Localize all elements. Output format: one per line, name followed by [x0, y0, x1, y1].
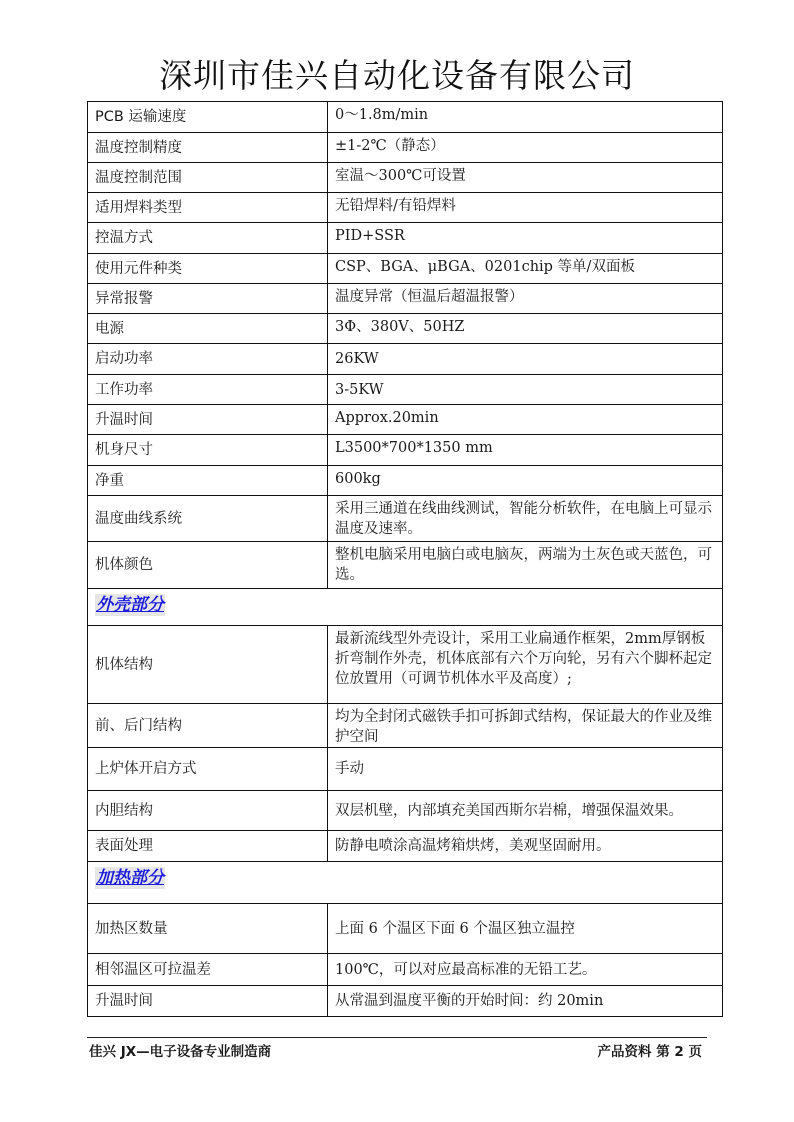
row-label: 使用元件种类	[88, 254, 328, 284]
row-label: 温度控制范围	[88, 163, 328, 193]
section-title[interactable]: 加热部分	[96, 868, 164, 888]
row-label: 控温方式	[88, 223, 328, 254]
row-value: ±1-2℃（静态）	[328, 133, 723, 163]
table-row	[88, 704, 723, 748]
row-label: 净重	[88, 466, 328, 496]
table-row	[88, 375, 723, 405]
row-value: 上面 6 个温区下面 6 个温区独立温控	[328, 904, 723, 954]
table-row	[88, 748, 723, 791]
row-label: 内胆结构	[88, 791, 328, 831]
table-row	[88, 831, 723, 862]
row-label: 温度曲线系统	[88, 496, 328, 542]
row-value: CSP、BGA、μBGA、0201chip 等单/双面板	[328, 254, 723, 284]
row-value: 防静电喷涂高温烤箱烘烤，美观坚固耐用。	[328, 831, 723, 862]
row-value: 双层机壁，内部填充美国西斯尔岩棉，增强保温效果。	[328, 791, 723, 831]
company-title: 深圳市佳兴自动化设备有限公司	[159, 56, 635, 95]
table-row	[88, 163, 723, 193]
row-value: 无铅焊料/有铅焊料	[328, 193, 723, 223]
row-value: 温度异常（恒温后超温报警）	[328, 284, 723, 314]
row-value: 26KW	[328, 344, 723, 375]
table-row	[88, 954, 723, 986]
section-header-row	[88, 589, 723, 626]
row-label: 启动功率	[88, 344, 328, 375]
row-label: 机体结构	[88, 626, 328, 704]
table-row	[88, 986, 723, 1017]
table-row	[88, 254, 723, 284]
row-label: 前、后门结构	[88, 704, 328, 748]
row-value: 室温～300℃可设置	[328, 163, 723, 193]
table-row	[88, 405, 723, 435]
section-title[interactable]: 外壳部分	[96, 595, 164, 615]
footer-company: 佳兴 JX—电子设备专业制造商	[89, 1044, 272, 1060]
footer-divider	[87, 1037, 707, 1038]
row-label: 适用焊料类型	[88, 193, 328, 223]
table-row	[88, 496, 723, 542]
row-label: 工作功率	[88, 375, 328, 405]
row-value: 整机电脑采用电脑白或电脑灰，两端为土灰色或天蓝色，可选。	[328, 542, 723, 589]
table-row	[88, 904, 723, 954]
row-value: 手动	[328, 748, 723, 791]
row-value: 0～1.8m/min	[328, 102, 723, 133]
row-label: 加热区数量	[88, 904, 328, 954]
row-label: 上炉体开启方式	[88, 748, 328, 791]
table-row	[88, 466, 723, 496]
table-row	[88, 314, 723, 344]
section-header-row	[88, 862, 723, 904]
row-value: 100℃，可以对应最高标准的无铅工艺。	[328, 954, 723, 986]
table-row	[88, 223, 723, 254]
row-label: 电源	[88, 314, 328, 344]
table-row	[88, 193, 723, 223]
row-label: 异常报警	[88, 284, 328, 314]
row-label: 升温时间	[88, 405, 328, 435]
table-row	[88, 542, 723, 589]
row-label: 表面处理	[88, 831, 328, 862]
row-value: 600kg	[328, 466, 723, 496]
row-value: 均为全封闭式磁铁手扣可拆卸式结构，保证最大的作业及维护空间	[328, 704, 723, 748]
table-row	[88, 626, 723, 704]
row-label: 升温时间	[88, 986, 328, 1017]
row-value: 3Φ、380V、50HZ	[328, 314, 723, 344]
footer-page-info: 产品资料 第 2 页	[597, 1044, 702, 1060]
row-label: 机身尺寸	[88, 435, 328, 466]
table-row	[88, 791, 723, 831]
table-row	[88, 133, 723, 163]
row-value: 最新流线型外壳设计，采用工业扁通作框架，2mm厚钢板折弯制作外壳，机体底部有六个万向轮，另有六个脚杯起定位放置用（可调节机体水平及高度）;	[328, 626, 723, 704]
table-row	[88, 344, 723, 375]
table-row	[88, 435, 723, 466]
table-row	[88, 284, 723, 314]
row-label: 温度控制精度	[88, 133, 328, 163]
row-label: PCB 运输速度	[88, 102, 328, 133]
row-value: L3500*700*1350 mm	[328, 435, 723, 466]
row-value: 3-5KW	[328, 375, 723, 405]
table-row	[88, 102, 723, 133]
row-value: 采用三通道在线曲线测试，智能分析软件，在电脑上可显示温度及速率。	[328, 496, 723, 542]
row-value: 从常温到温度平衡的开始时间：约 20min	[328, 986, 723, 1017]
row-value: Approx.20min	[328, 405, 723, 435]
section-header-heating	[88, 862, 723, 904]
spec-table	[87, 101, 723, 1017]
row-value: PID+SSR	[328, 223, 723, 254]
section-header-shell	[88, 589, 723, 626]
row-label: 机体颜色	[88, 542, 328, 589]
row-label: 相邻温区可拉温差	[88, 954, 328, 986]
